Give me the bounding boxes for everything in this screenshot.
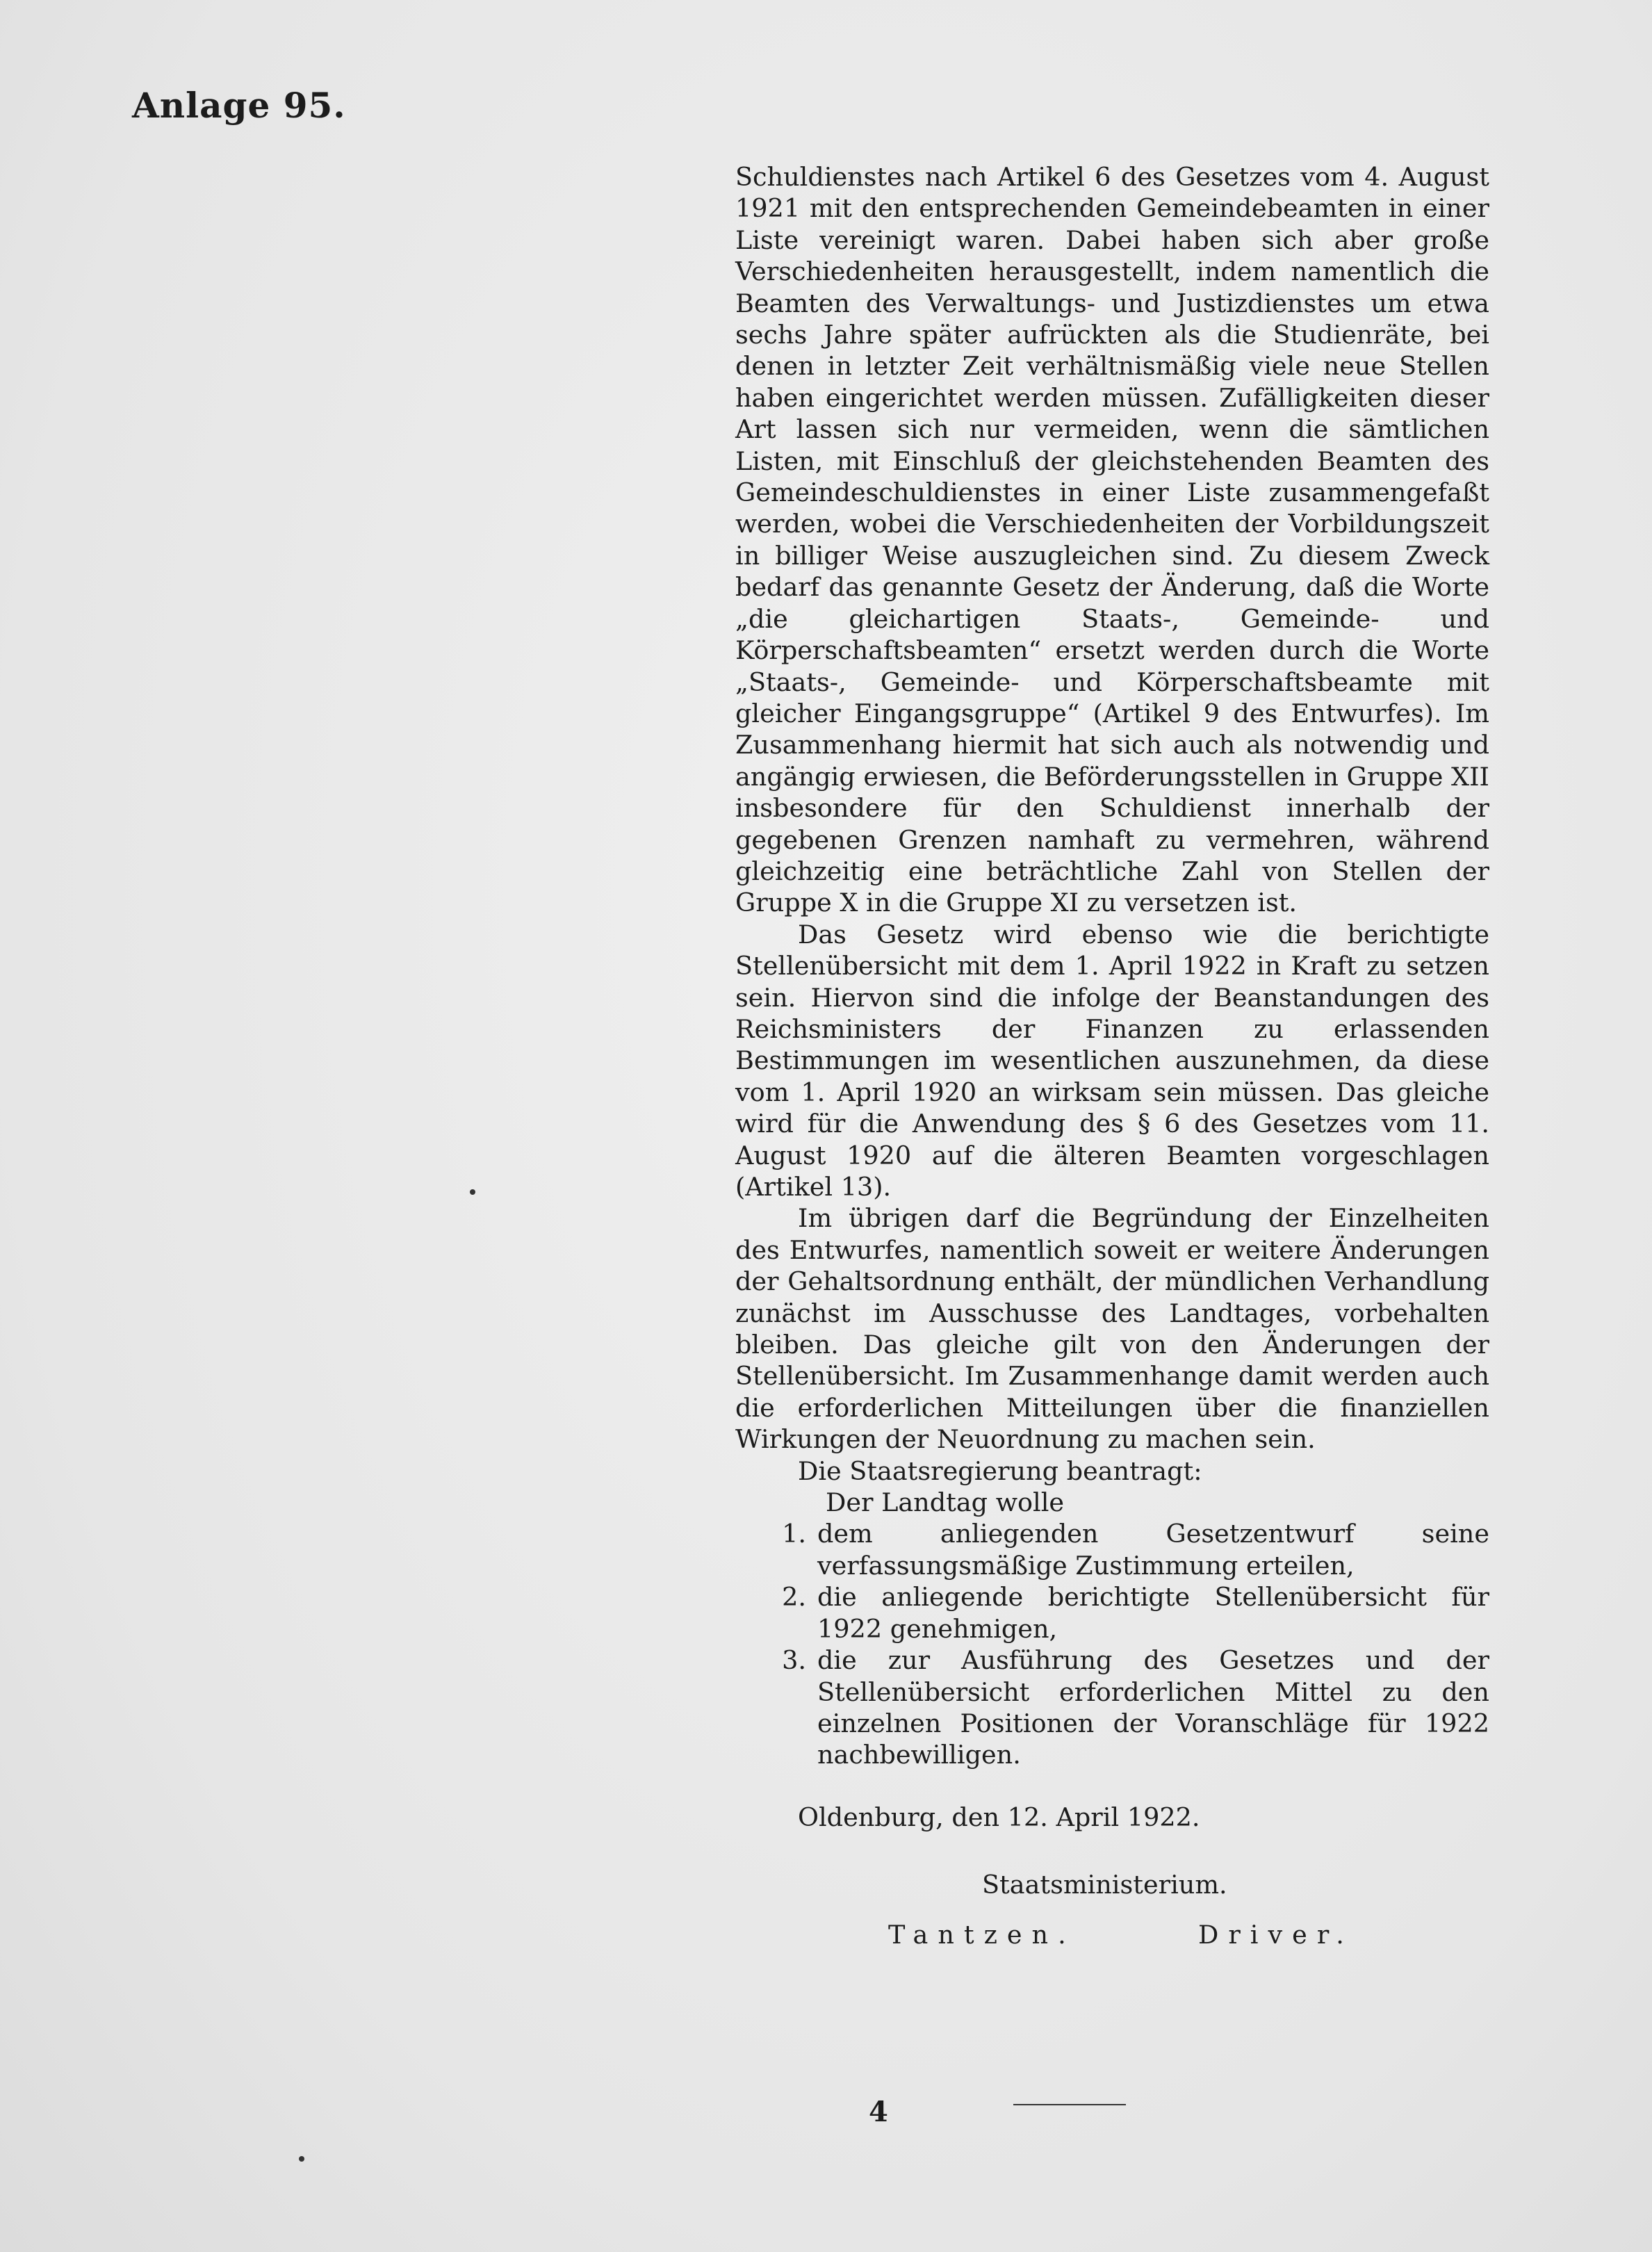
proposal-item	[735, 1518, 1489, 1581]
page-number: 4	[869, 2096, 888, 2128]
item-number: 3.	[782, 1645, 806, 1676]
text-column	[735, 161, 1489, 1961]
item-text: die anliegende berichtigte Stellenübersicht für 1922 genehmigen,	[817, 1582, 1489, 1644]
proposal-list	[735, 1518, 1489, 1770]
item-text: die zur Ausführung des Gesetzes und der Stellenübersicht erforderlichen Mittel zu den einzelnen Positionen der Voranschläge für 1922 nachbewilligen.	[817, 1645, 1489, 1770]
item-text: dem anliegenden Gesetzentwurf seine verfassungsmäßige Zustimmung erteilen,	[817, 1519, 1489, 1581]
item-number: 2.	[782, 1582, 806, 1613]
proposal-item	[735, 1645, 1489, 1771]
proposal-subject: Der Landtag wolle	[826, 1487, 1065, 1518]
paragraph-2: Das Gesetz wird ebenso wie die berichtigte Stellenübersicht mit dem 1. April 1922 in Kraft zu setzen sein. Hiervon sind die infolge der Beanstandungen des Reichsministers der Finanzen zu erlassenden Bestimmungen im wesentlichen auszunehmen, da diese vom 1. April 1920 an wirksam sein müssen. Das gleiche wird für die Anwendung des § 6 des Gesetzes vom 11. August 1920 auf die älteren Beamten vorgeschlagen (Artikel 13).	[735, 919, 1489, 1202]
ministry-signature-block: Staatsministerium.	[982, 1870, 1227, 1900]
signature-tantzen: Tantzen.	[888, 1919, 1076, 1950]
signatures	[735, 1919, 1489, 1961]
ink-speck	[299, 2156, 304, 2162]
date-line: Oldenburg, den 12. April 1922.	[798, 1802, 1200, 1832]
annex-header: Anlage 95.	[132, 85, 346, 126]
ink-speck	[470, 1189, 475, 1195]
paragraph-1: Schuldienstes nach Artikel 6 des Gesetzes vom 4. August 1921 mit den entsprechenden Gemeindebeamten in einer Liste vereinigt waren. Dabei haben sich aber große Verschiedenheiten herausgestellt, indem namentlich die Beamten des Verwaltungs- und Justizdienstes um etwa sechs Jahre später aufrückten als die Studienräte, bei denen in letzter Zeit verhältnismäßig viele neue Stellen haben eingerichtet werden müssen. Zufälligkeiten dieser Art lassen sich nur vermeiden, wenn die sämtlichen Listen, mit Einschluß der gleichstehenden Beamten des Gemeindeschuldienstes in einer Liste zusammengefaßt werden, wobei die Verschiedenheiten der Vorbildungszeit in billiger Weise auszugleichen sind. Zu diesem Zweck bedarf das genannte Gesetz der Änderung, daß die Worte „die gleichartigen Staats-, Gemeinde- und Körperschaftsbeamten“ ersetzt werden durch die Worte „Staats-, Gemeinde- und Körperschaftsbeamte mit gleicher Eingangsgruppe“ (Artikel 9 des Entwurfes). Im Zusammenhang hiermit hat sich auch als notwendig und angängig erwiesen, die Beförderungsstellen in Gruppe XII insbesondere für den Schuldienst innerhalb der gegebenen Grenzen namhaft zu vermehren, während gleichzeitig eine beträchtliche Zahl von Stellen der Gruppe X in die Gruppe XI zu versetzen ist.	[735, 162, 1489, 918]
proposal-item	[735, 1581, 1489, 1645]
closing-rule	[1013, 2104, 1126, 2105]
paragraph-3: Im übrigen darf die Begründung der Einzelheiten des Entwurfes, namentlich soweit er weitere Änderungen der Gehaltsordnung enthält, der mündlichen Verhandlung zunächst im Ausschusse des Landtages, vorbehalten bleiben. Das gleiche gilt von den Änderungen der Stellenübersicht. Im Zusammenhange damit werden auch die erforderlichen Mitteilungen über die finanziellen Wirkungen der Neuordnung zu machen sein.	[735, 1203, 1489, 1455]
signature-driver: Driver.	[1198, 1919, 1354, 1950]
item-number: 1.	[782, 1519, 806, 1549]
proposal-intro: Die Staatsregierung beantragt:	[798, 1455, 1202, 1486]
